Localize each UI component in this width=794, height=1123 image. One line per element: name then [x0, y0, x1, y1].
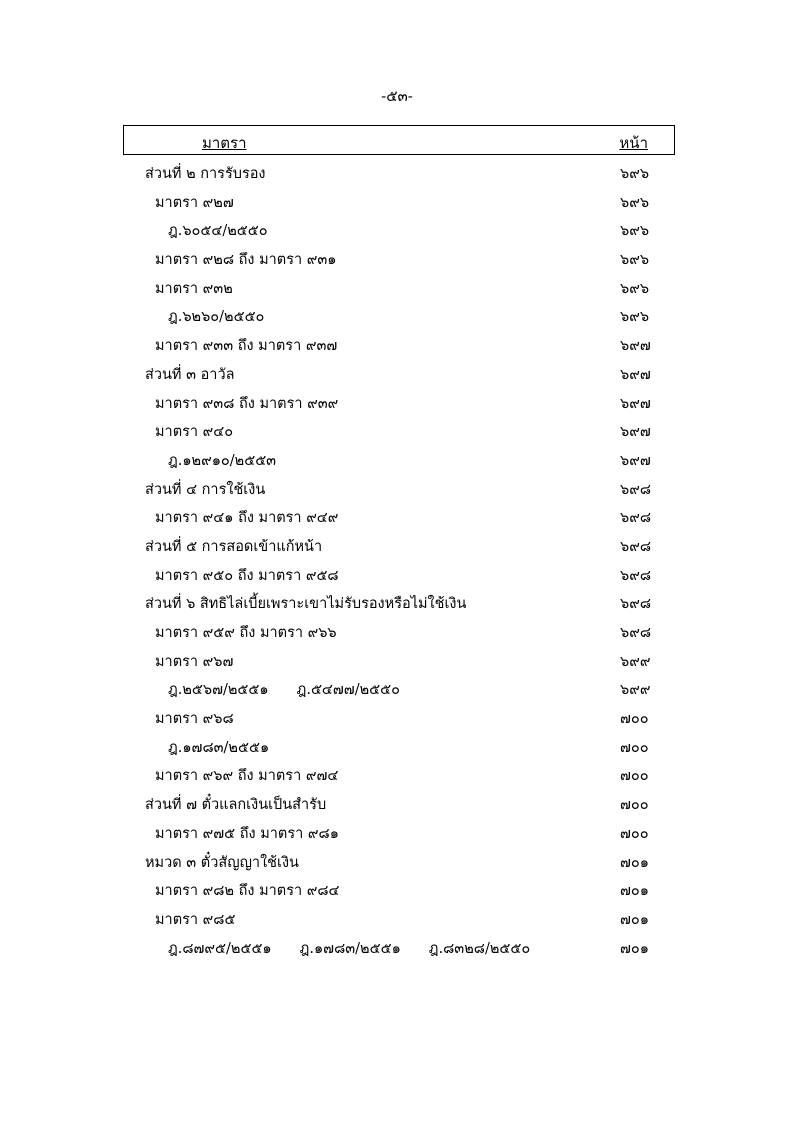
toc-entry-label: [145, 476, 265, 505]
toc-entry-text: มาตรา ๙๔๐: [155, 424, 234, 441]
toc-article-row: [0, 189, 794, 218]
toc-list: [0, 160, 794, 963]
toc-page-number: ๖๙๘: [620, 510, 652, 527]
toc-entry-text: มาตรา ๙๓๓ ถึง มาตรา ๙๓๗: [155, 338, 338, 355]
toc-entry-text: มาตรา ๙๘๕: [155, 911, 236, 928]
toc-article-row: [0, 648, 794, 677]
toc-entry-label: [168, 935, 530, 964]
toc-entry-text: มาตรา ๙๖๗: [155, 653, 234, 670]
toc-section-row: [0, 590, 794, 619]
toc-page-number: ๖๙๘: [620, 625, 652, 641]
toc-entry-text: ฎ.๖๒๖๐/๒๕๕๐: [168, 309, 265, 326]
toc-entry-text: มาตรา ๙๓๘ ถึง มาตรา ๙๓๙: [155, 395, 339, 412]
toc-section-row: [0, 160, 794, 189]
toc-entry-text: มาตรา ๙๓๒: [155, 280, 233, 297]
toc-case-row: [0, 676, 794, 705]
toc-article-row: [0, 906, 794, 935]
toc-entry-text: ฎ.๘๗๙๕/๒๕๕๑: [168, 940, 272, 957]
toc-entry-label: [168, 303, 264, 332]
toc-entry-label: [155, 762, 338, 791]
toc-page-number: ๖๙๘: [620, 596, 652, 613]
toc-page-number: ๖๙๙: [620, 682, 651, 699]
toc-page-number: ๖๙๖: [620, 252, 650, 269]
toc-entry-text: ฎ.๖๐๕๔/๒๕๕๐: [168, 223, 268, 240]
toc-entry-label: [145, 849, 299, 878]
toc-entry-label: [155, 332, 337, 361]
toc-case-row: [0, 734, 794, 763]
toc-entry-text: ส่วนที่ ๕ การสอดเข้าแก้หน้า: [145, 538, 323, 555]
toc-page-number: ๗๐๐: [620, 797, 649, 814]
toc-page-number: ๖๙๗: [620, 452, 651, 469]
toc-article-row: [0, 418, 794, 447]
toc-case-row: [0, 935, 794, 964]
toc-entry-text: มาตรา ๙๘๒ ถึง มาตรา ๙๘๔: [155, 883, 340, 900]
toc-entry-label: [155, 562, 339, 591]
page-number: -๕๓-: [381, 87, 413, 105]
toc-entry-text: ส่วนที่ ๗ ตั๋วแลกเงินเป็นสำรับ: [145, 797, 327, 814]
toc-page-number: ๖๙๗: [620, 424, 651, 441]
toc-case-row: [0, 447, 794, 476]
toc-page-number: ๖๙๗: [620, 395, 651, 412]
toc-entry-label: [155, 390, 338, 419]
header-page-label: หน้า: [619, 134, 648, 152]
toc-section-row: [0, 849, 794, 878]
toc-entry-text: มาตรา ๙๗๕ ถึง มาตรา ๙๘๑: [155, 825, 339, 842]
toc-entry-text: ฎ.๑๗๘๓/๒๕๕๑: [168, 739, 270, 756]
toc-page-number: ๖๙๙: [620, 653, 651, 670]
toc-entry-label: [168, 676, 400, 705]
toc-page-number: ๗๐๐: [620, 739, 649, 756]
toc-entry-label: [155, 906, 235, 935]
toc-article-row: [0, 762, 794, 791]
toc-entry-label: [155, 820, 339, 849]
toc-page-number: ๗๐๑: [620, 940, 649, 957]
toc-article-row: [0, 275, 794, 304]
toc-entry-label: [168, 217, 268, 246]
toc-entry-label: [145, 533, 322, 562]
toc-page-number: ๖๙๘: [620, 538, 652, 555]
toc-page-number: ๖๙๗: [620, 338, 651, 355]
toc-page-number: ๖๙๖: [620, 223, 650, 240]
toc-article-row: [0, 820, 794, 849]
toc-page-number: ๖๙๖: [620, 309, 650, 326]
toc-section-row: [0, 533, 794, 562]
toc-entry-label: [168, 734, 269, 763]
toc-entry-text: ส่วนที่ ๓ อาวัล: [145, 366, 235, 383]
toc-entry-text: ฎ.๑๒๙๑๐/๒๕๕๓: [168, 452, 277, 469]
toc-page-number: ๗๐๑: [620, 883, 649, 900]
toc-entry-text: ส่วนที่ ๒ การรับรอง: [145, 166, 266, 182]
toc-page-number: ๗๐๑: [620, 854, 649, 871]
toc-entry-text: มาตรา ๙๕๐ ถึง มาตรา ๙๕๘: [155, 567, 339, 584]
toc-entry-text: มาตรา ๙๕๙ ถึง มาตรา ๙๖๖: [155, 625, 337, 641]
toc-entry-text: หมวด ๓ ตั๋วสัญญาใช้เงิน: [145, 854, 299, 871]
header-section-label: มาตรา: [202, 134, 247, 152]
toc-page-number: ๖๙๘: [620, 567, 652, 584]
toc-entry-label: [155, 648, 233, 677]
toc-entry-label: [145, 590, 466, 619]
toc-entry-label: [145, 361, 234, 390]
toc-entry-label: [155, 504, 338, 533]
toc-page-number: ๗๐๑: [620, 911, 649, 928]
toc-entry-text: ส่วนที่ ๔ การใช้เงิน: [145, 481, 266, 498]
toc-entry-label: [155, 418, 233, 447]
toc-case-row: [0, 217, 794, 246]
toc-entry-text: มาตรา ๙๔๑ ถึง มาตรา ๙๔๙: [155, 510, 339, 527]
toc-entry-text: ส่วนที่ ๖ สิทธิไล่เบี้ยเพราะเขาไม่รับรองหรือไม่ใช้เงิน: [145, 596, 467, 613]
toc-entry-label: [155, 619, 337, 648]
toc-entry-text: มาตรา ๙๖๙ ถึง มาตรา ๙๗๔: [155, 768, 339, 785]
toc-page-number: ๗๐๐: [620, 825, 649, 842]
toc-page-number: ๗๐๐: [620, 711, 649, 728]
toc-page-number: ๖๙๗: [620, 366, 651, 383]
toc-section-row: [0, 361, 794, 390]
toc-page-number: ๖๙๖: [620, 280, 650, 297]
toc-page-number: ๗๐๐: [620, 768, 649, 785]
toc-page-number: ๖๙๘: [620, 481, 652, 498]
toc-article-row: [0, 246, 794, 275]
toc-entry-text: มาตรา ๙๖๘: [155, 711, 234, 728]
toc-entry-text: ฎ.๒๕๖๗/๒๕๕๑: [168, 682, 269, 699]
toc-header: [123, 125, 675, 155]
toc-entry-label: [168, 447, 276, 476]
toc-case-row: [0, 303, 794, 332]
toc-entry-text: ฎ.๕๔๗๗/๒๕๕๐: [296, 682, 400, 699]
toc-page-number: ๖๙๖: [620, 166, 650, 182]
toc-entry-text: มาตรา ๙๒๗: [155, 194, 234, 211]
toc-section-row: [0, 476, 794, 505]
toc-entry-label: [145, 160, 266, 189]
toc-entry-label: [155, 189, 234, 218]
toc-section-row: [0, 791, 794, 820]
toc-article-row: [0, 877, 794, 906]
toc-article-row: [0, 504, 794, 533]
toc-article-row: [0, 390, 794, 419]
toc-entry-label: [155, 275, 233, 304]
toc-article-row: [0, 332, 794, 361]
toc-entry-text: ฎ.๑๗๘๓/๒๕๕๑: [299, 940, 401, 957]
toc-entry-text: มาตรา ๙๒๘ ถึง มาตรา ๙๓๑: [155, 252, 337, 269]
toc-entry-label: [155, 246, 337, 275]
toc-article-row: [0, 705, 794, 734]
toc-entry-label: [145, 791, 326, 820]
toc-entry-label: [155, 877, 340, 906]
toc-page-number: ๖๙๖: [620, 194, 650, 211]
toc-article-row: [0, 562, 794, 591]
toc-article-row: [0, 619, 794, 648]
toc-entry-label: [155, 705, 234, 734]
toc-entry-text: ฎ.๘๓๒๘/๒๕๕๐: [428, 940, 531, 957]
